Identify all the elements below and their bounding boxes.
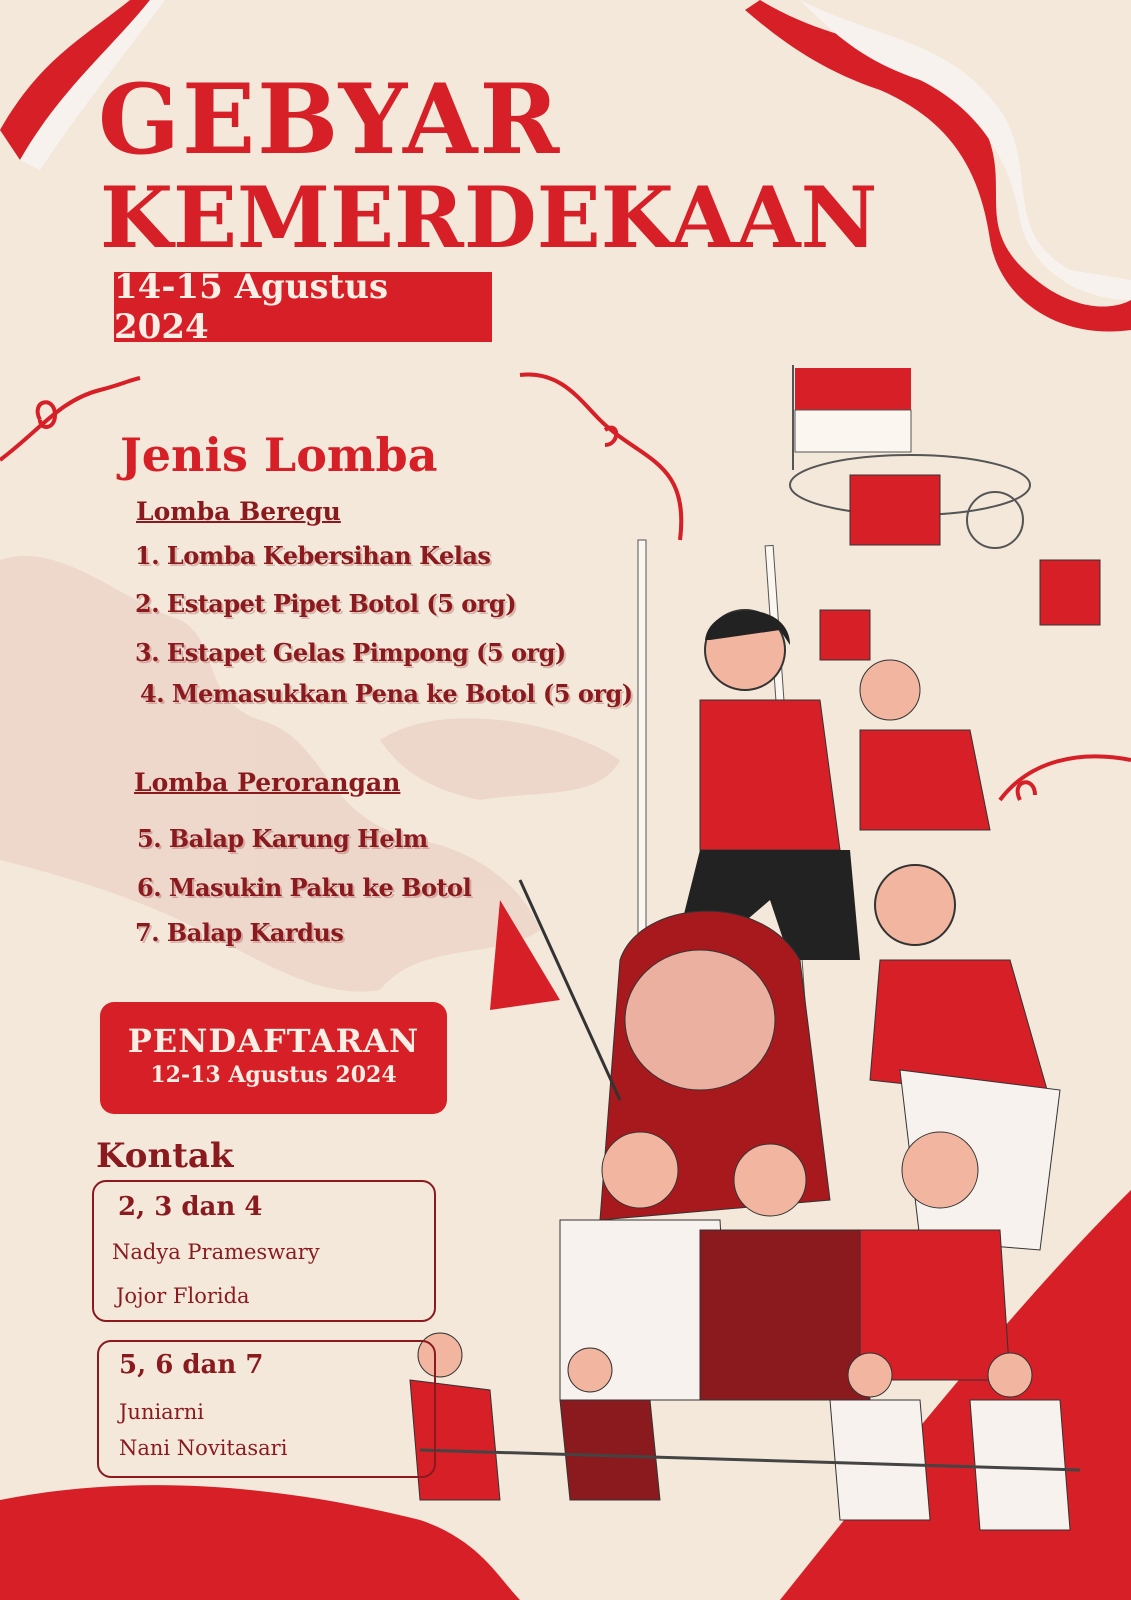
list-item: 7. Balap Kardus: [135, 918, 344, 947]
registration-box: [100, 1002, 447, 1114]
list-item: 4. Memasukkan Pena ke Botol (5 org): [140, 679, 633, 708]
contact-name: Nani Novitasari: [119, 1436, 288, 1460]
contact-name: Jojor Florida: [116, 1284, 250, 1308]
registration-date: 12-13 Agustus 2024: [150, 1062, 397, 1088]
contact-box-2: [97, 1340, 436, 1478]
contact-title: Kontak: [96, 1136, 234, 1176]
list-item: 1. Lomba Kebersihan Kelas: [135, 541, 491, 570]
flag-red: [795, 368, 911, 410]
individual-heading: Lomba Perorangan: [134, 768, 401, 797]
list-item: 2. Estapet Pipet Botol (5 org): [135, 589, 517, 618]
group-heading: Lomba Beregu: [136, 497, 341, 526]
section-title: Jenis Lomba: [120, 428, 438, 482]
event-date-banner: 14-15 Agustus 2024: [114, 272, 492, 342]
flag-white: [795, 410, 911, 452]
title-line-2: KEMERDEKAAN: [100, 168, 878, 267]
list-item: 3. Estapet Gelas Pimpong (5 org): [135, 638, 566, 667]
illustration-celebration: [410, 365, 1100, 1530]
contact-name: Nadya Prameswary: [112, 1240, 320, 1264]
contact-name: Juniarni: [119, 1400, 204, 1424]
bottom-wave: [0, 1485, 520, 1600]
list-item: 6. Masukin Paku ke Botol: [137, 873, 472, 902]
ribbon-top-right: [745, 0, 1131, 332]
contact-box-1: [92, 1180, 436, 1322]
contact-group: 2, 3 dan 4: [118, 1192, 263, 1222]
title-line-1: GEBYAR: [98, 63, 562, 176]
list-item: 5. Balap Karung Helm: [137, 824, 428, 853]
contact-group: 5, 6 dan 7: [119, 1350, 264, 1380]
registration-label: PENDAFTARAN: [127, 1022, 420, 1060]
